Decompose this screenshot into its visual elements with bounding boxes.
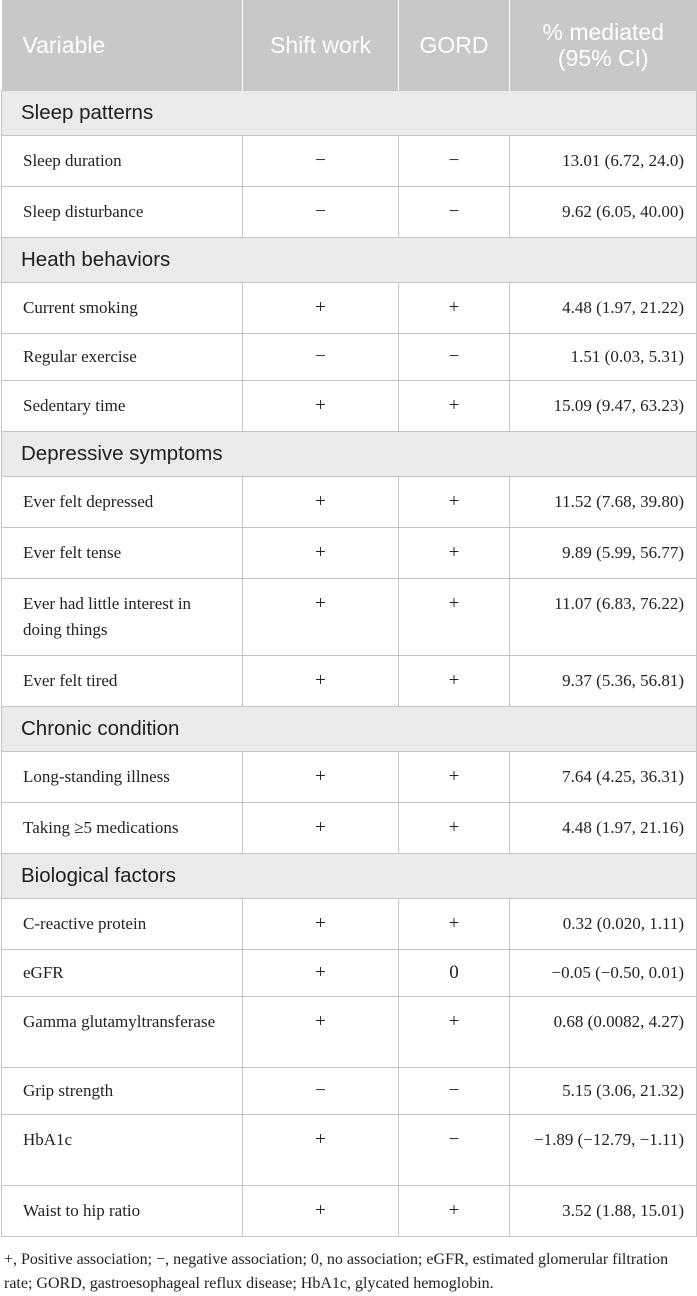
- mediated-cell: 15.09 (9.47, 63.23): [510, 381, 697, 432]
- group-title: Sleep patterns: [2, 91, 697, 136]
- table-row: [2, 1115, 697, 1186]
- table-row: [2, 477, 697, 528]
- gord-cell: −: [399, 1115, 510, 1186]
- variable-cell: Sleep duration: [2, 136, 243, 187]
- shift-work-cell: −: [243, 136, 399, 187]
- table-row: [2, 579, 697, 656]
- group-title: Depressive symptoms: [2, 432, 697, 477]
- mediated-cell: 4.48 (1.97, 21.22): [510, 283, 697, 334]
- shift-work-cell: +: [243, 477, 399, 528]
- gord-cell: +: [399, 1186, 510, 1237]
- variable-cell: Long-standing illness: [2, 752, 243, 803]
- group-row-biological-factors: [2, 854, 697, 899]
- mediated-cell: 9.37 (5.36, 56.81): [510, 656, 697, 707]
- shift-work-cell: +: [243, 1186, 399, 1237]
- shift-work-cell: +: [243, 283, 399, 334]
- gord-cell: +: [399, 528, 510, 579]
- group-row-depressive-symptoms: [2, 432, 697, 477]
- mediated-cell: 9.89 (5.99, 56.77): [510, 528, 697, 579]
- header-gord: GORD: [399, 0, 510, 91]
- mediated-cell: 0.68 (0.0082, 4.27): [510, 997, 697, 1068]
- variable-cell: eGFR: [2, 950, 243, 997]
- gord-cell: +: [399, 283, 510, 334]
- variable-cell: Ever had little interest in doing things: [2, 579, 243, 656]
- variable-cell: Regular exercise: [2, 334, 243, 381]
- mediated-cell: 11.52 (7.68, 39.80): [510, 477, 697, 528]
- shift-work-cell: +: [243, 528, 399, 579]
- gord-cell: 0: [399, 950, 510, 997]
- group-row-health-behaviors: [2, 238, 697, 283]
- gord-cell: −: [399, 136, 510, 187]
- mediated-cell: 7.64 (4.25, 36.31): [510, 752, 697, 803]
- table-row: [2, 899, 697, 950]
- gord-cell: −: [399, 1068, 510, 1115]
- mediated-cell: 1.51 (0.03, 5.31): [510, 334, 697, 381]
- mediated-cell: 9.62 (6.05, 40.00): [510, 187, 697, 238]
- table-row: [2, 283, 697, 334]
- gord-cell: +: [399, 477, 510, 528]
- mediated-cell: 3.52 (1.88, 15.01): [510, 1186, 697, 1237]
- shift-work-cell: +: [243, 899, 399, 950]
- table-row: [2, 752, 697, 803]
- group-title: Heath behaviors: [2, 238, 697, 283]
- mediation-table: [1, 0, 697, 1237]
- group-title: Biological factors: [2, 854, 697, 899]
- table-row: [2, 1186, 697, 1237]
- table-row: [2, 997, 697, 1068]
- table-row: [2, 187, 697, 238]
- table-row: [2, 528, 697, 579]
- shift-work-cell: +: [243, 579, 399, 656]
- table-row: [2, 803, 697, 854]
- mediated-cell: 11.07 (6.83, 76.22): [510, 579, 697, 656]
- group-row-sleep-patterns: [2, 91, 697, 136]
- gord-cell: +: [399, 997, 510, 1068]
- table-footnote: +, Positive association; −, negative association; 0, no association; eGFR, estimated glomerular filtration rate; GORD, gastroesophageal reflux disease; HbA1c, glycated hemoglobin.: [4, 1251, 669, 1292]
- header-variable: Variable: [2, 0, 243, 91]
- shift-work-cell: +: [243, 803, 399, 854]
- variable-cell: Ever felt tense: [2, 528, 243, 579]
- table-row: [2, 950, 697, 997]
- mediated-cell: 5.15 (3.06, 21.32): [510, 1068, 697, 1115]
- gord-cell: +: [399, 899, 510, 950]
- table-row: [2, 656, 697, 707]
- variable-cell: Ever felt tired: [2, 656, 243, 707]
- shift-work-cell: +: [243, 1115, 399, 1186]
- variable-cell: Gamma glutamyltransferase: [2, 997, 243, 1068]
- mediated-cell: 0.32 (0.020, 1.11): [510, 899, 697, 950]
- gord-cell: +: [399, 381, 510, 432]
- variable-cell: Taking ≥5 medications: [2, 803, 243, 854]
- group-row-chronic-condition: [2, 707, 697, 752]
- variable-cell: Sedentary time: [2, 381, 243, 432]
- gord-cell: +: [399, 803, 510, 854]
- shift-work-cell: +: [243, 997, 399, 1068]
- mediated-cell: 4.48 (1.97, 21.16): [510, 803, 697, 854]
- shift-work-cell: +: [243, 950, 399, 997]
- mediated-cell: 13.01 (6.72, 24.0): [510, 136, 697, 187]
- gord-cell: −: [399, 334, 510, 381]
- shift-work-cell: +: [243, 752, 399, 803]
- group-title: Chronic condition: [2, 707, 697, 752]
- header-row: [2, 0, 697, 91]
- mediated-cell: −0.05 (−0.50, 0.01): [510, 950, 697, 997]
- shift-work-cell: −: [243, 187, 399, 238]
- variable-cell: HbA1c: [2, 1115, 243, 1186]
- table-row: [2, 381, 697, 432]
- variable-cell: Current smoking: [2, 283, 243, 334]
- variable-cell: Waist to hip ratio: [2, 1186, 243, 1237]
- gord-cell: +: [399, 752, 510, 803]
- gord-cell: −: [399, 187, 510, 238]
- variable-cell: Ever felt depressed: [2, 477, 243, 528]
- shift-work-cell: −: [243, 334, 399, 381]
- variable-cell: Sleep disturbance: [2, 187, 243, 238]
- mediated-cell: −1.89 (−12.79, −1.11): [510, 1115, 697, 1186]
- header-shift-work: Shift work: [243, 0, 399, 91]
- shift-work-cell: −: [243, 1068, 399, 1115]
- table-row: [2, 136, 697, 187]
- gord-cell: +: [399, 579, 510, 656]
- shift-work-cell: +: [243, 381, 399, 432]
- variable-cell: Grip strength: [2, 1068, 243, 1115]
- header-mediated: % mediated (95% CI): [510, 0, 697, 91]
- table-row: [2, 334, 697, 381]
- variable-cell: C-reactive protein: [2, 899, 243, 950]
- gord-cell: +: [399, 656, 510, 707]
- shift-work-cell: +: [243, 656, 399, 707]
- table-row: [2, 1068, 697, 1115]
